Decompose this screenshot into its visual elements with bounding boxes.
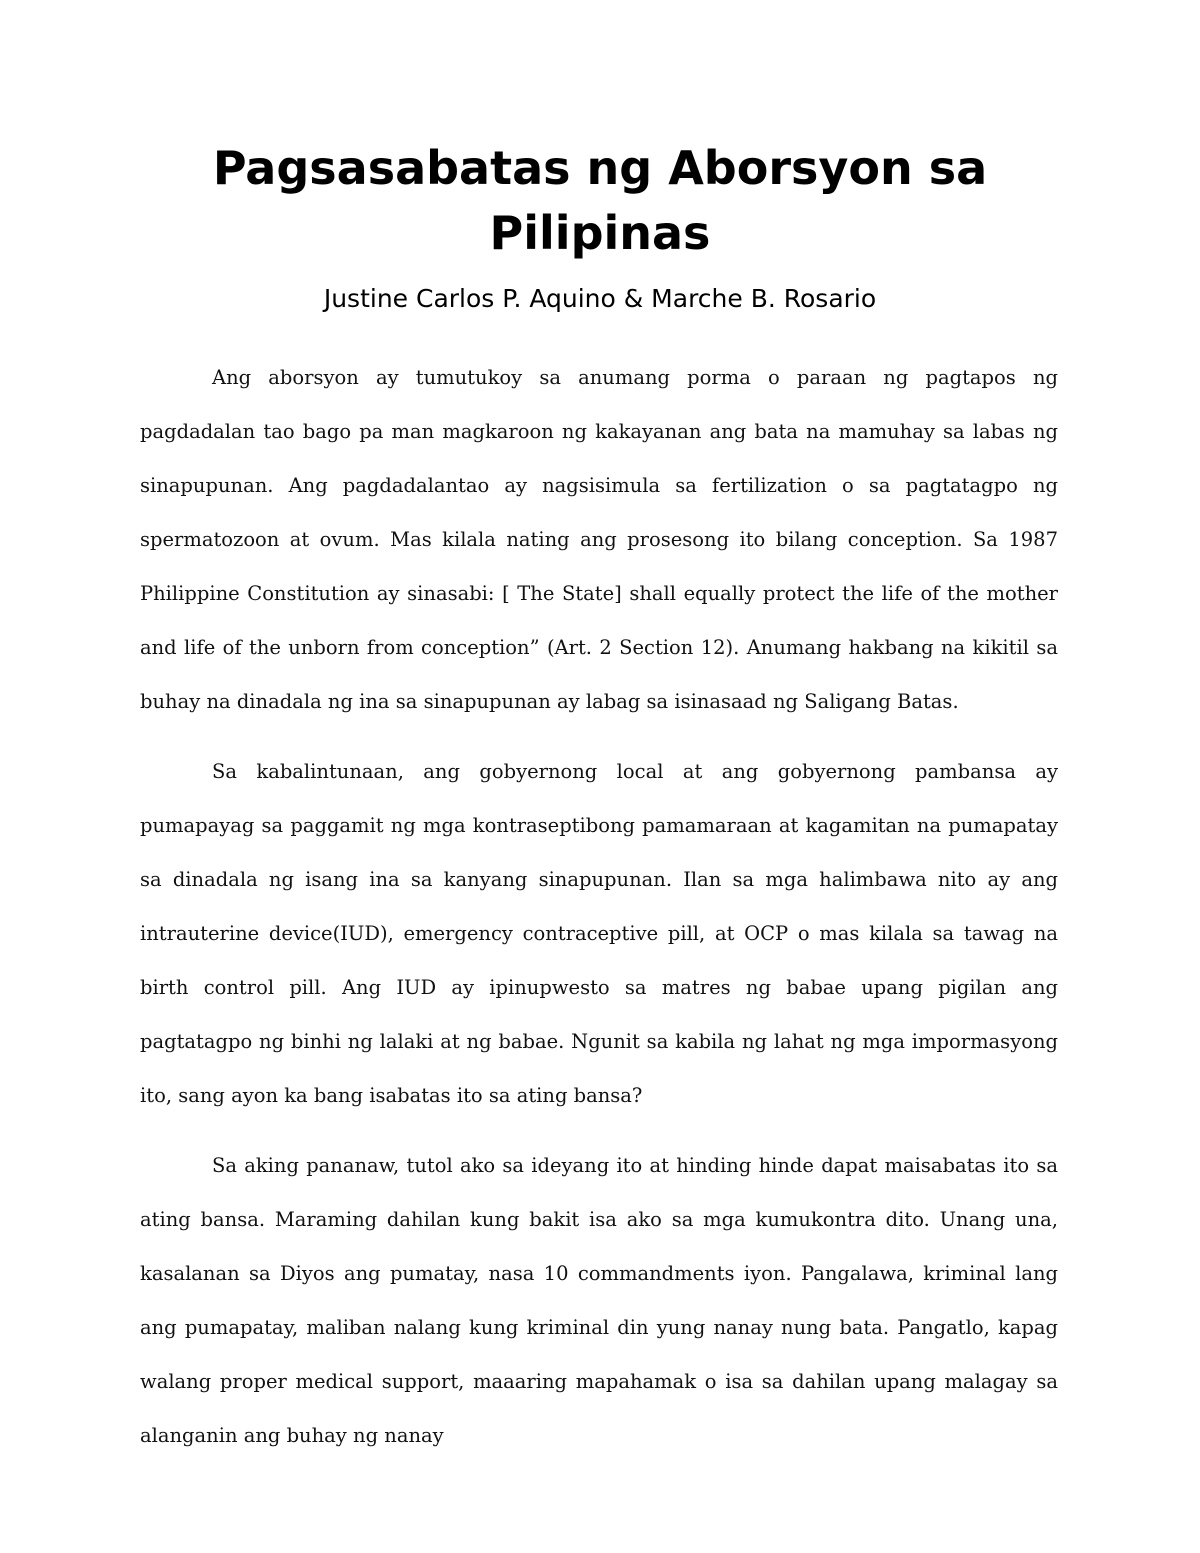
document-authors: Justine Carlos P. Aquino & Marche B. Rosario — [323, 284, 877, 313]
paragraph-3: Sa aking pananaw, tutol ako sa ideyang ito at hinding hinde dapat maisabatas ito sa ating bansa. Maraming dahilan kung bakit isa ako sa mga kumukontra dito. Unang una, kasalanan sa Diyos ang pumatay, nasa 10 commandments iyon. Pangalawa, kriminal lang ang pumapatay, maliban nalang kung kriminal din yung nanay nung bata. Pangatlo, kapag walang proper medical support, maaaring mapahamak o isa sa dahilan upang malagay sa alanganin ang buhay ng nanay — [140, 1154, 1058, 1447]
paragraph-1: Ang aborsyon ay tumutukoy sa anumang porma o paraan ng pagtapos ng pagdadalan tao bago pa man magkaroon ng kakayanan ang bata na mamuhay sa labas ng sinapupunan. Ang pagdadalantao ay nagsisimula sa fertilization o sa pagtatagpo ng spermatozoon at ovum. Mas kilala nating ang prosesong ito bilang conception. Sa 1987 Philippine Constitution ay sinasabi: [ The State] shall equally protect the life of the mother and life of the unborn from conception” (Art. 2 Section 12). Anumang hakbang na kikitil sa buhay na dinadala ng ina sa sinapupunan ay labag sa isinasaad ng Saligang Batas. — [140, 366, 1058, 713]
document-title: Pagsasabatas ng Aborsyon sa Pilipinas — [212, 141, 988, 260]
paragraph-2: Sa kabalintunaan, ang gobyernong local at ang gobyernong pambansa ay pumapayag sa paggamit ng mga kontraseptibong pamamaraan at kagamitan na pumapatay sa dinadala ng isang ina sa kanyang sinapupunan. Ilan sa mga halimbawa nito ay ang intrauterine device(IUD), emergency contraceptive pill, at OCP o mas kilala sa tawag na birth control pill. Ang IUD ay ipinupwesto sa matres ng babae upang pigilan ang pagtatagpo ng binhi ng lalaki at ng babae. Ngunit sa kabila ng lahat ng mga impormasyong ito, sang ayon ka bang isabatas ito sa ating bansa? — [140, 760, 1058, 1107]
document-body — [140, 351, 1058, 1479]
